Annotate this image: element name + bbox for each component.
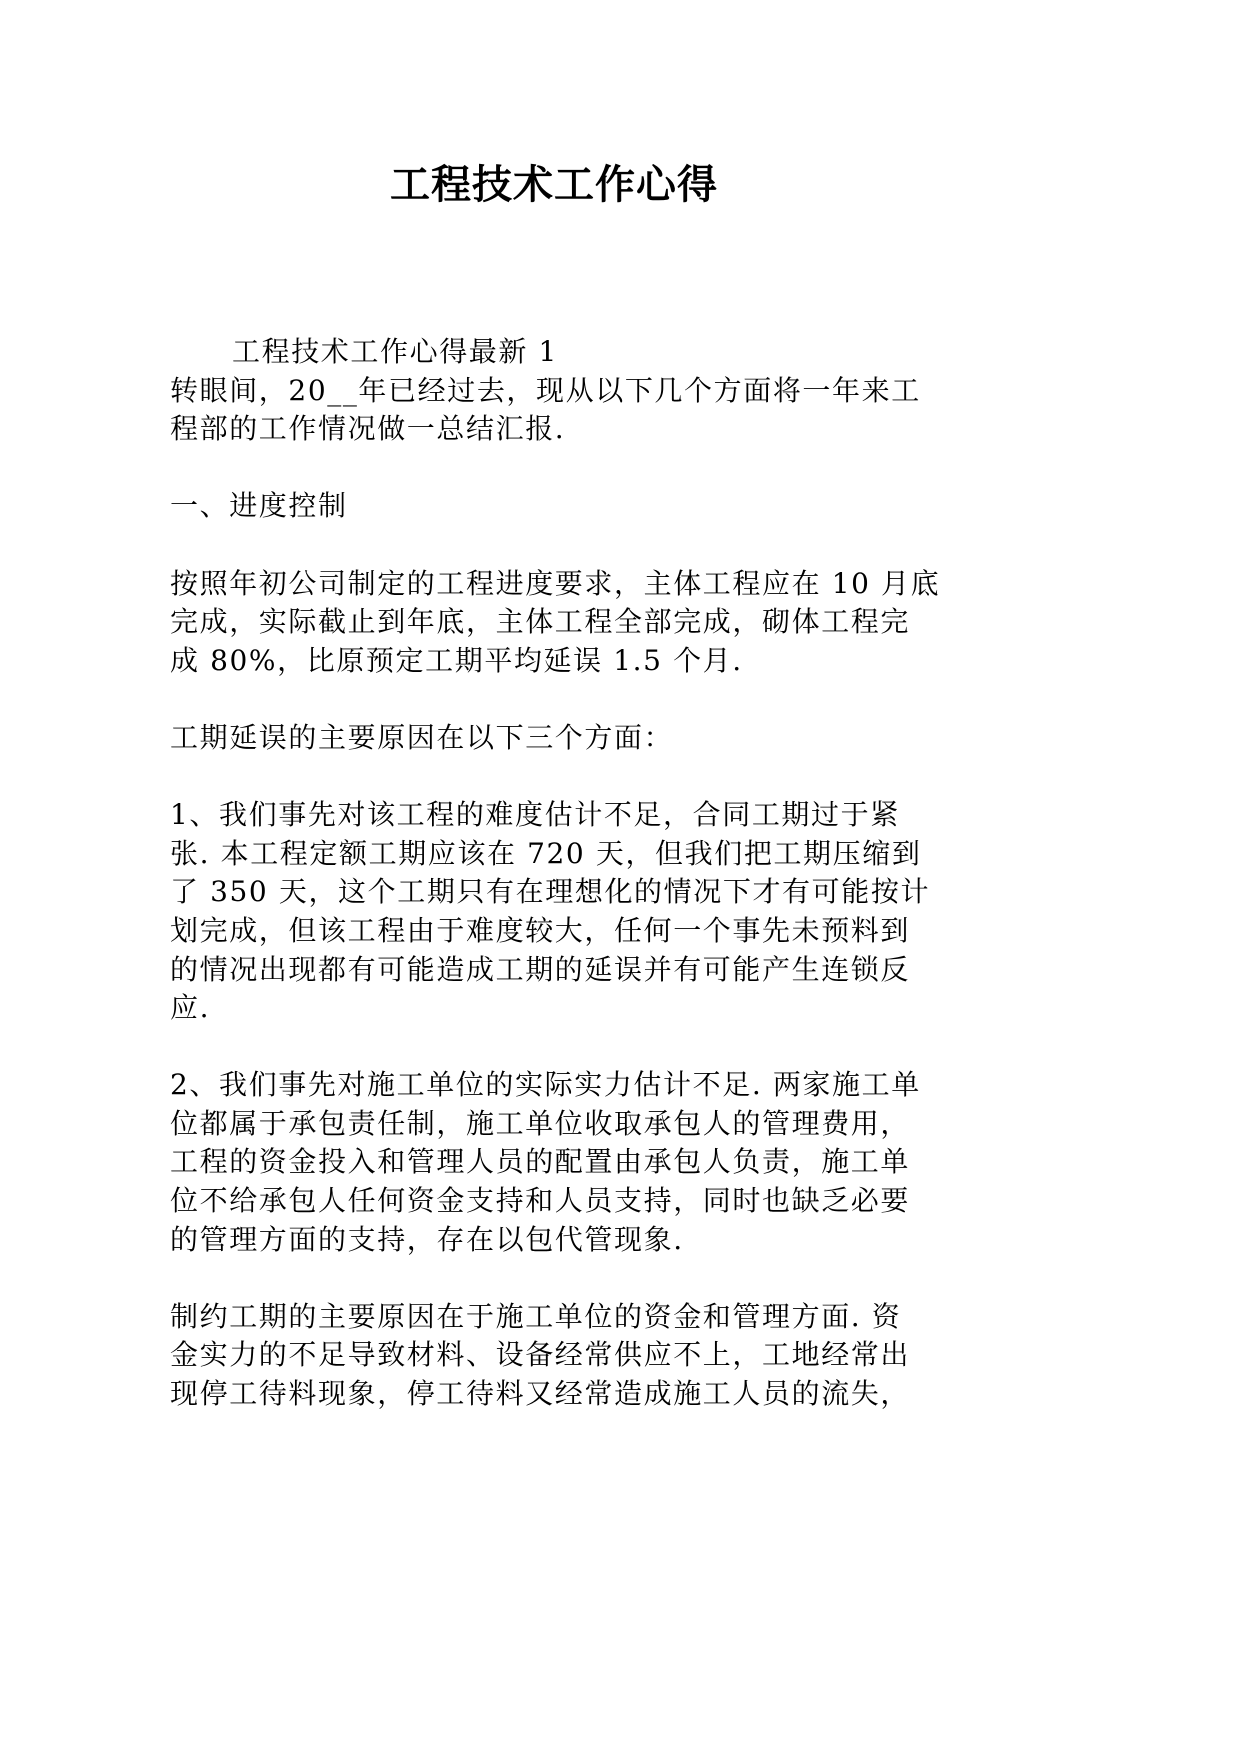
- constraints-paragraph: [170, 1298, 1110, 1414]
- text-line: 1、我们事先对该工程的难度估计不足，合同工期过于紧: [170, 798, 900, 832]
- reasons-intro-paragraph: [170, 719, 1110, 758]
- text-line: 转眼间，20__年已经过去，现从以下几个方面将一年来工: [170, 373, 921, 407]
- text-line: 制约工期的主要原因在于施工单位的资金和管理方面. 资: [170, 1299, 902, 1333]
- text-line: 的情况出现都有可能造成工期的延误并有可能产生连锁反: [170, 952, 911, 986]
- intro-paragraph: [170, 372, 1110, 449]
- reason-2-paragraph: [170, 1066, 1110, 1259]
- section-heading-text: 一、进度控制: [170, 489, 348, 523]
- text-line: 完成，实际截止到年底，主体工程全部完成，砌体工程完: [170, 605, 911, 639]
- document-title: 工程技术工作心得: [390, 161, 718, 208]
- reason-1-paragraph: [170, 796, 1110, 1028]
- section-heading: [170, 487, 1110, 526]
- text-line: 划完成，但该工程由于难度较大，任何一个事先未预料到: [170, 913, 911, 947]
- text-line: 2、我们事先对施工单位的实际实力估计不足. 两家施工单: [170, 1068, 921, 1102]
- text-line: 应.: [170, 991, 211, 1025]
- text-line: 位不给承包人任何资金支持和人员支持，同时也缺乏必要: [170, 1184, 911, 1218]
- document-subtitle: 工程技术工作心得最新 1: [232, 335, 558, 368]
- text-line: 张. 本工程定额工期应该在 720 天，但我们把工期压缩到: [170, 836, 922, 870]
- progress-paragraph: [170, 565, 1110, 681]
- text-line: 程部的工作情况做一总结汇报.: [170, 412, 566, 446]
- text-line: 工程的资金投入和管理人员的配置由承包人负责，施工单: [170, 1145, 911, 1179]
- text-line: 了 350 天，这个工期只有在理想化的情况下才有可能按计: [170, 875, 931, 909]
- text-line: 工期延误的主要原因在以下三个方面：: [170, 720, 674, 754]
- text-line: 按照年初公司制定的工程进度要求，主体工程应在 10 月底: [170, 566, 941, 600]
- document-body: [170, 333, 1110, 1452]
- text-line: 成 80%，比原预定工期平均延误 1.5 个月.: [170, 643, 743, 677]
- text-line: 位都属于承包责任制，施工单位收取承包人的管理费用，: [170, 1106, 911, 1140]
- text-line: 金实力的不足导致材料、设备经常供应不上，工地经常出: [170, 1338, 911, 1372]
- text-line: 的管理方面的支持，存在以包代管现象.: [170, 1222, 684, 1256]
- text-line: 现停工待料现象，停工待料又经常造成施工人员的流失，: [170, 1377, 911, 1411]
